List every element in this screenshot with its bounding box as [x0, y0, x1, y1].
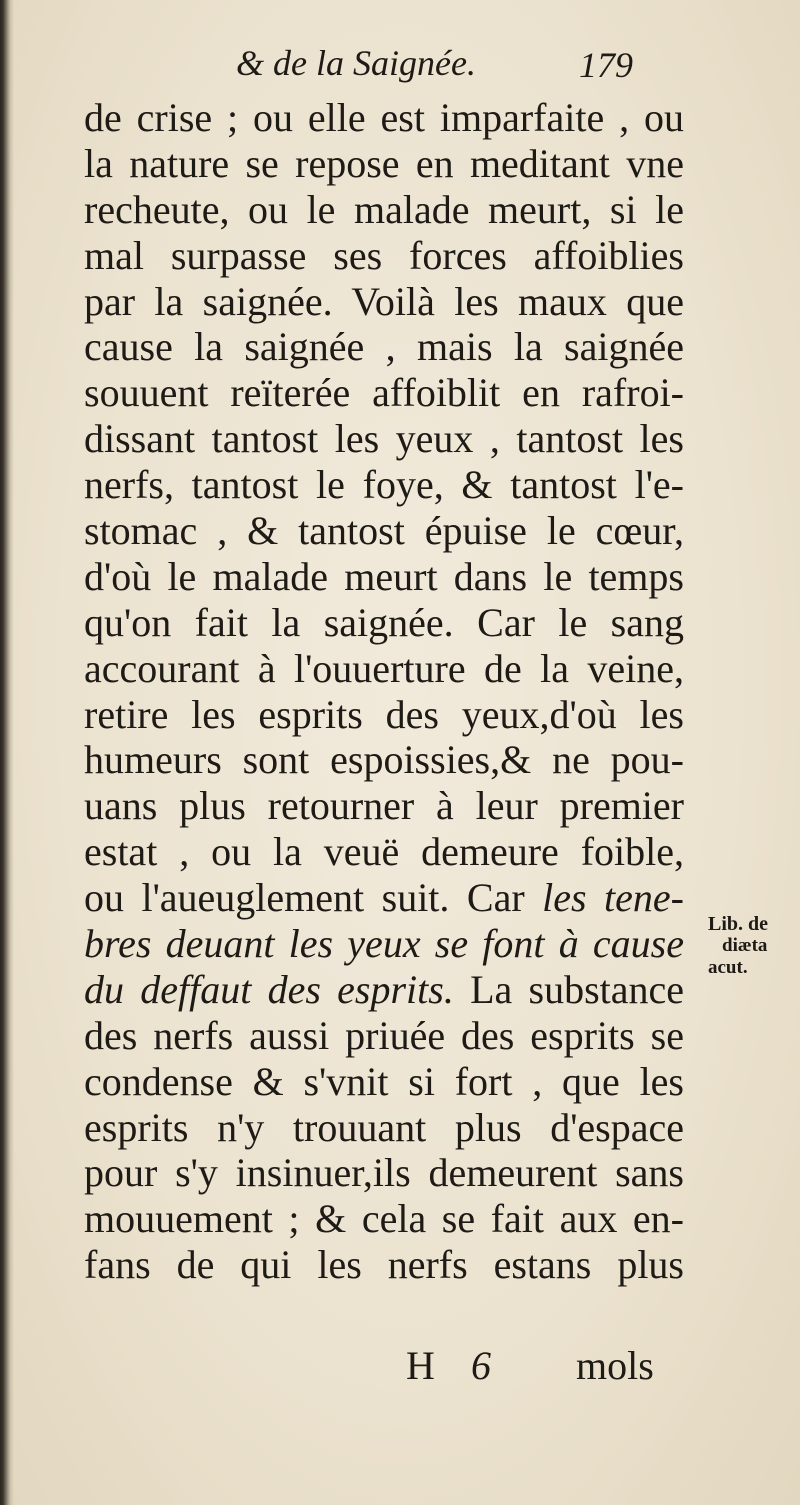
marginal-note-line: Lib. de [708, 913, 769, 935]
text-line: esprits n'y trouuant plus d'espace [84, 1104, 684, 1150]
text-line: dissant tantost les yeux , tantost les [84, 416, 684, 462]
text-line: uans plus retourner à leur premier [84, 783, 684, 829]
running-title: & de la Saignée. [236, 43, 476, 83]
italic-quotation: du deffaut des esprits. [84, 966, 454, 1012]
text-line: mal surpasse ses forces affoiblies [84, 232, 684, 278]
text-line: des nerfs aussi priuée des esprits se [84, 1012, 684, 1058]
text-line: fans de qui les nerfs estans plus [84, 1242, 684, 1288]
text-line: condense & s'vnit si fort , que les [84, 1058, 684, 1104]
text-line: estat , ou la veuë demeure foible, [84, 829, 684, 875]
text-line: par la saignée. Voilà les maux que [84, 278, 684, 324]
text-line: d'où le malade meurt dans le temps [84, 553, 684, 599]
catchword: mols [576, 1343, 654, 1388]
text-line: du deffaut des esprits. La substance [84, 966, 685, 1012]
italic-quotation: les tene- [542, 875, 684, 921]
text-line: pour s'y insinuer,ils demeurent sans [84, 1150, 684, 1196]
text-line: la nature se repose en meditant vne [84, 140, 684, 186]
marginal-note-line: acut. [708, 957, 748, 978]
marginal-note [708, 913, 798, 979]
text-line: recheute, ou le malade meurt, si le [84, 186, 684, 232]
text-line: cause la saignée , mais la saignée [84, 324, 684, 370]
italic-quotation: bres deuant les yeux se font à cause [84, 921, 684, 967]
text-line: retire les esprits des yeux,d'où les [84, 691, 684, 737]
text-line: de crise ; ou elle est imparfaite , ou [84, 95, 684, 140]
signature-mark: H [406, 1343, 435, 1388]
text-line: ou l'aueuglement suit. Car les tene- [84, 875, 684, 921]
text-line: stomac , & tantost épuise le cœur, [84, 508, 684, 554]
text-line: humeurs sont espoissies,& ne pou- [84, 737, 684, 783]
page-header [84, 42, 684, 92]
text-line: qu'on fait la saignée. Car le sang [84, 599, 684, 645]
text-line [84, 921, 684, 967]
page-gutter [0, 0, 14, 1505]
text-line: nerfs, tantost le foye, & tantost l'e- [84, 462, 684, 508]
text-line: mouuement ; & cela se fait aux en- [84, 1196, 684, 1242]
catchline [84, 1343, 684, 1389]
body-text [84, 95, 684, 1288]
page-number: 179 [579, 45, 633, 85]
marginal-note-line: diæta [722, 935, 768, 956]
text-line: souuent reïterée affoiblit en rafroi- [84, 370, 684, 416]
text-line: accourant à l'ouuerture de la veine, [84, 645, 684, 691]
signature-number: 6 [471, 1343, 491, 1388]
